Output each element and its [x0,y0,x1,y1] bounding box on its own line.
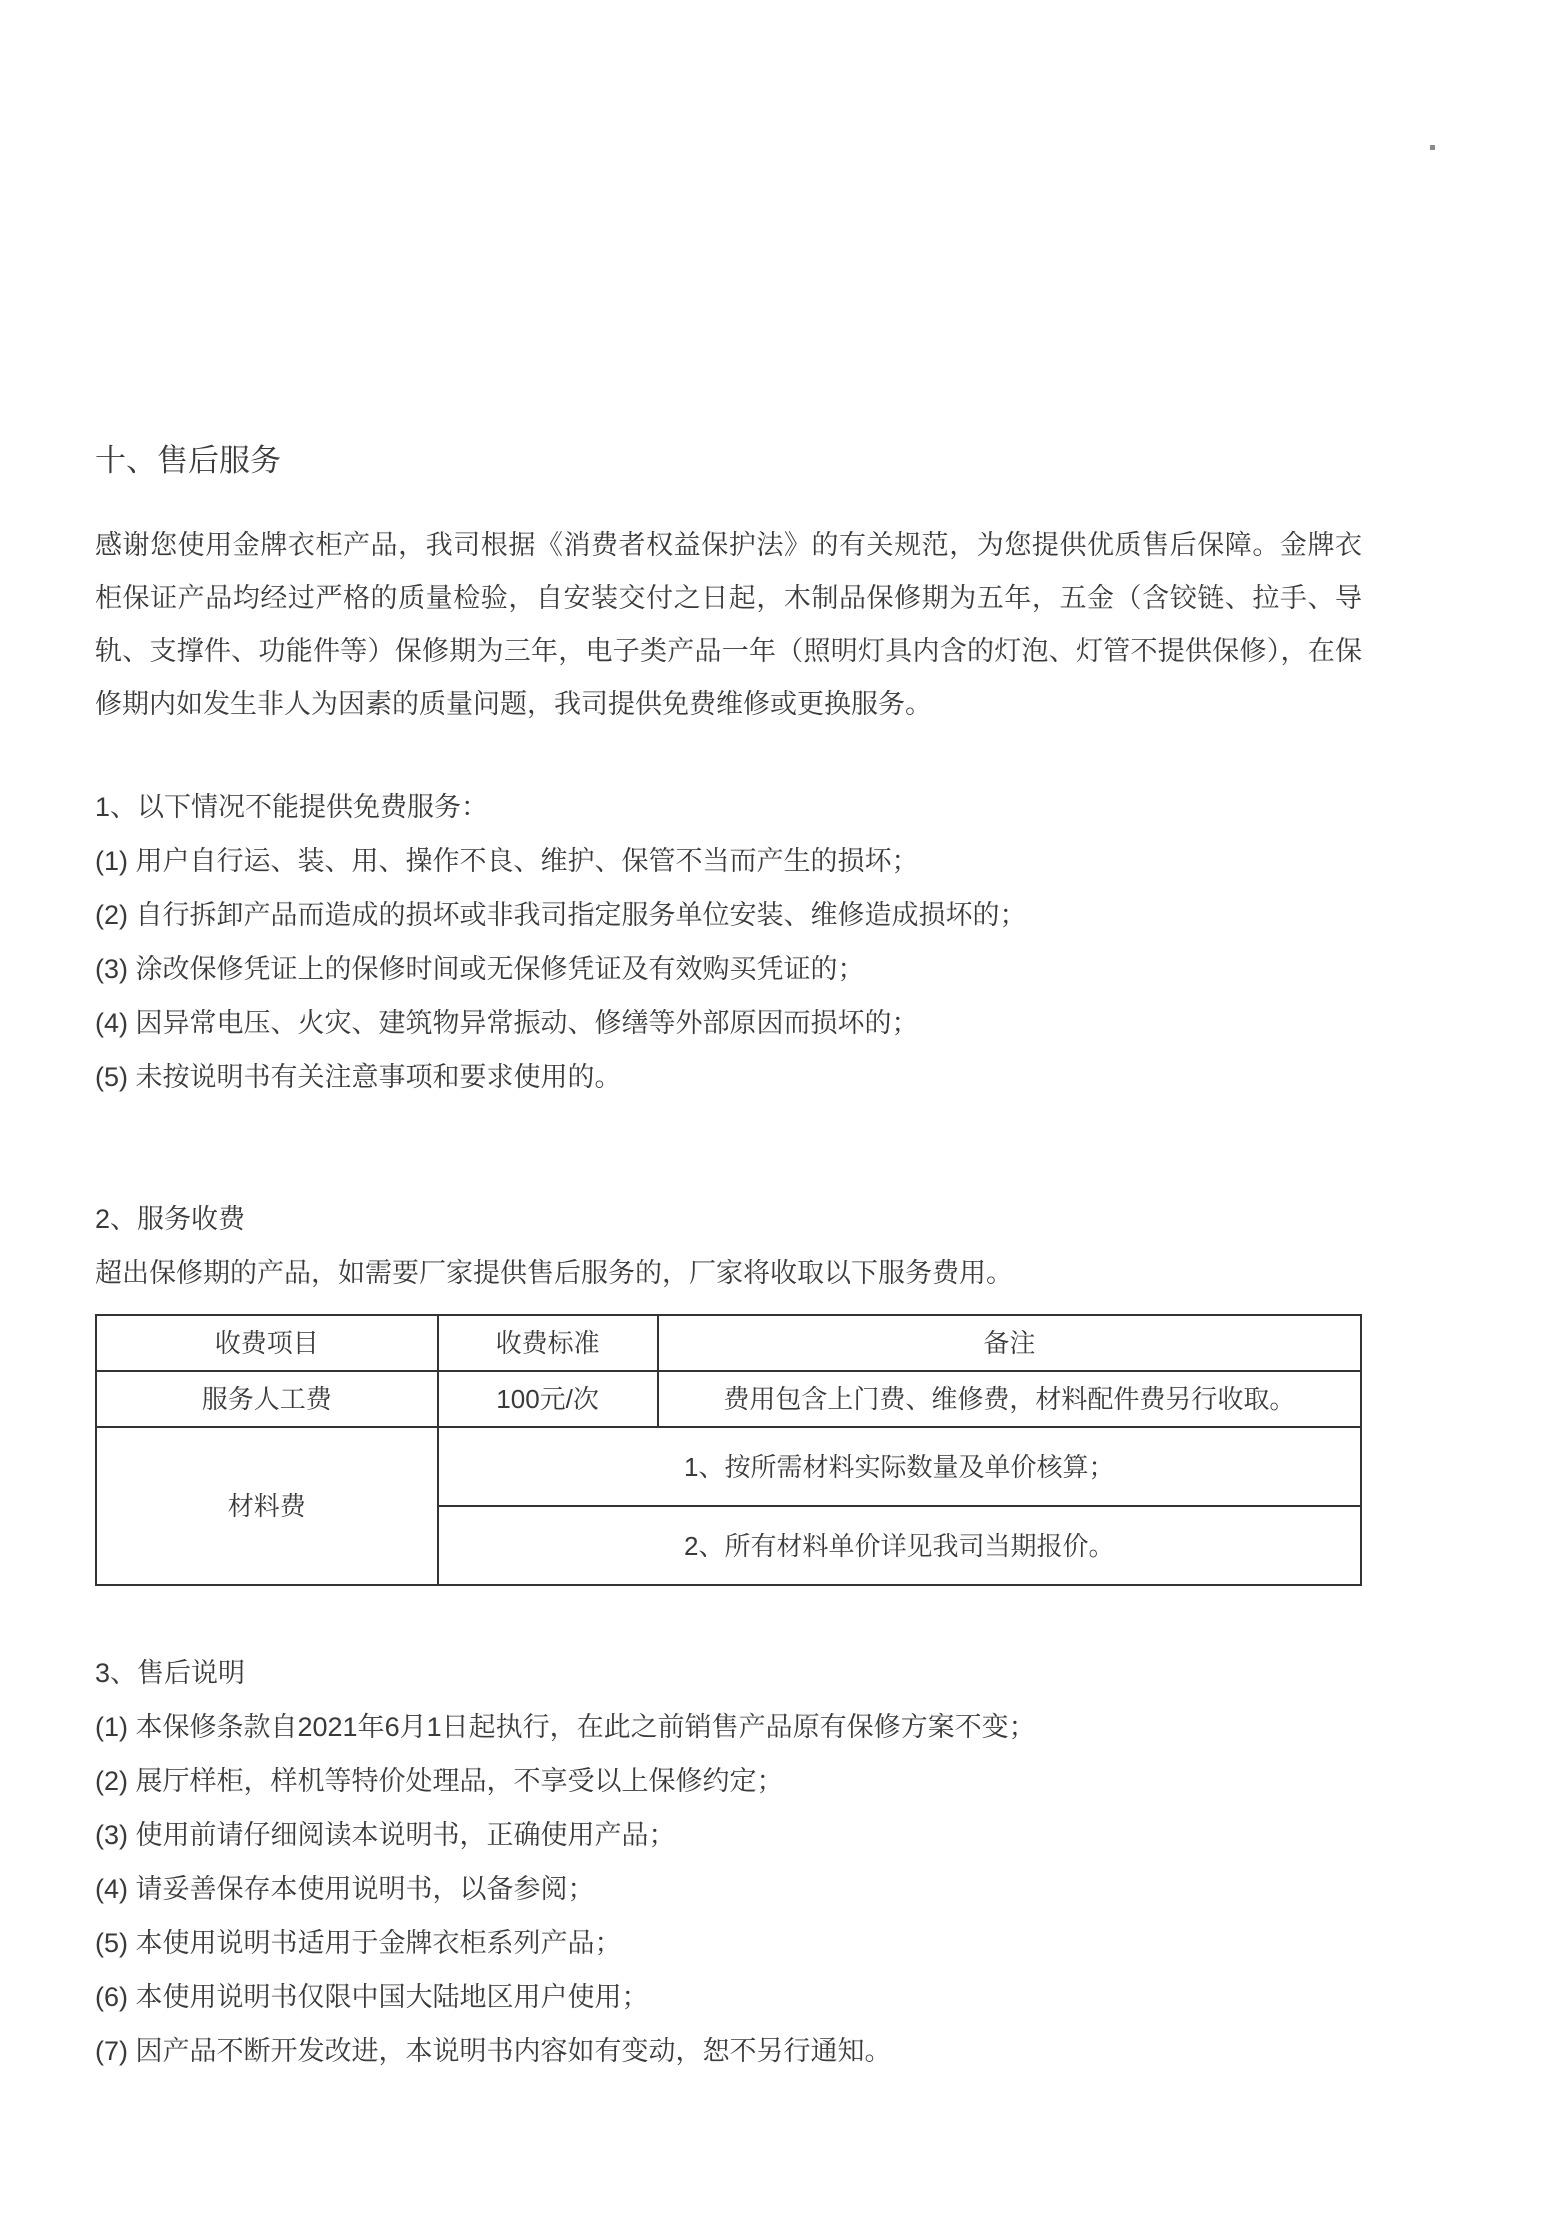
service-fee-table [95,1314,1362,1586]
page-content [0,445,1550,2078]
table-row-material-fee-1 [96,1427,1361,1506]
header-cell-fee-standard: 收费标准 [438,1315,658,1371]
after-sale-note: (2) 展厅样柜，样机等特价处理品，不享受以上保修约定； [95,1766,784,1796]
free-service-heading: 1、以下情况不能提供免费服务： [95,792,489,822]
section-title: 十、售后服务 [95,443,281,478]
free-service-item: (3) 涂改保修凭证上的保修时间或无保修凭证及有效购买凭证的； [95,954,865,984]
cell-material-item: 材料费 [96,1427,438,1585]
table-row-labor-fee [96,1371,1361,1427]
after-sale-notes-section [95,1646,1362,2078]
header-cell-fee-item: 收费项目 [96,1315,438,1371]
cell-material-note-2: 2、所有材料单价详见我司当期报价。 [438,1506,1361,1585]
after-sale-note: (6) 本使用说明书仅限中国大陆地区用户使用； [95,1982,649,2012]
free-service-item: (5) 未按说明书有关注意事项和要求使用的。 [95,1062,622,1092]
service-fee-section [95,1192,1362,1586]
after-sale-note: (3) 使用前请仔细阅读本说明书，正确使用产品； [95,1820,676,1850]
after-sale-note: (7) 因产品不断开发改进，本说明书内容如有变动，恕不另行通知。 [95,2036,892,2066]
free-service-item: (4) 因异常电压、火灾、建筑物异常振动、修缮等外部原因而损坏的； [95,1008,919,1038]
cell-labor-note: 费用包含上门费、维修费，材料配件费另行收取。 [658,1371,1361,1427]
cell-material-note-1: 1、按所需材料实际数量及单价核算； [438,1427,1361,1506]
warranty-intro-paragraph: 感谢您使用金牌衣柜产品，我司根据《消费者权益保护法》的有关规范，为您提供优质售后保障。金牌衣柜保证产品均经过严格的质量检验，自安装交付之日起，木制品保修期为五年，五金（含铰链、拉手、导轨、支撑件、功能件等）保修期为三年，电子类产品一年（照明灯具内含的灯泡、灯管不提供保修），在保修期内如发生非人为因素的质量问题，我司提供免费维修或更换服务。 [95,530,1362,719]
service-fee-heading: 2、服务收费 [95,1204,246,1234]
free-service-exclusions-section [95,780,1362,1104]
after-sale-note: (5) 本使用说明书适用于金牌衣柜系列产品； [95,1928,622,1958]
header-cell-remarks: 备注 [658,1315,1361,1371]
free-service-item: (1) 用户自行运、装、用、操作不良、维护、保管不当而产生的损坏； [95,846,919,876]
table-header-row [96,1315,1361,1371]
after-sale-note: (1) 本保修条款自2021年6月1日起执行，在此之前销售产品原有保修方案不变； [95,1712,1036,1742]
free-service-item: (2) 自行拆卸产品而造成的损坏或非我司指定服务单位安装、维修造成损坏的； [95,900,1027,930]
after-sale-note: (4) 请妥善保存本使用说明书，以备参阅； [95,1874,595,1904]
print-speck-artifact [1430,145,1435,150]
cell-labor-item: 服务人工费 [96,1371,438,1427]
after-sale-notes-heading: 3、售后说明 [95,1658,246,1688]
service-fee-description: 超出保修期的产品，如需要厂家提供售后服务的，厂家将收取以下服务费用。 [95,1258,1013,1288]
cell-labor-standard: 100元/次 [438,1371,658,1427]
